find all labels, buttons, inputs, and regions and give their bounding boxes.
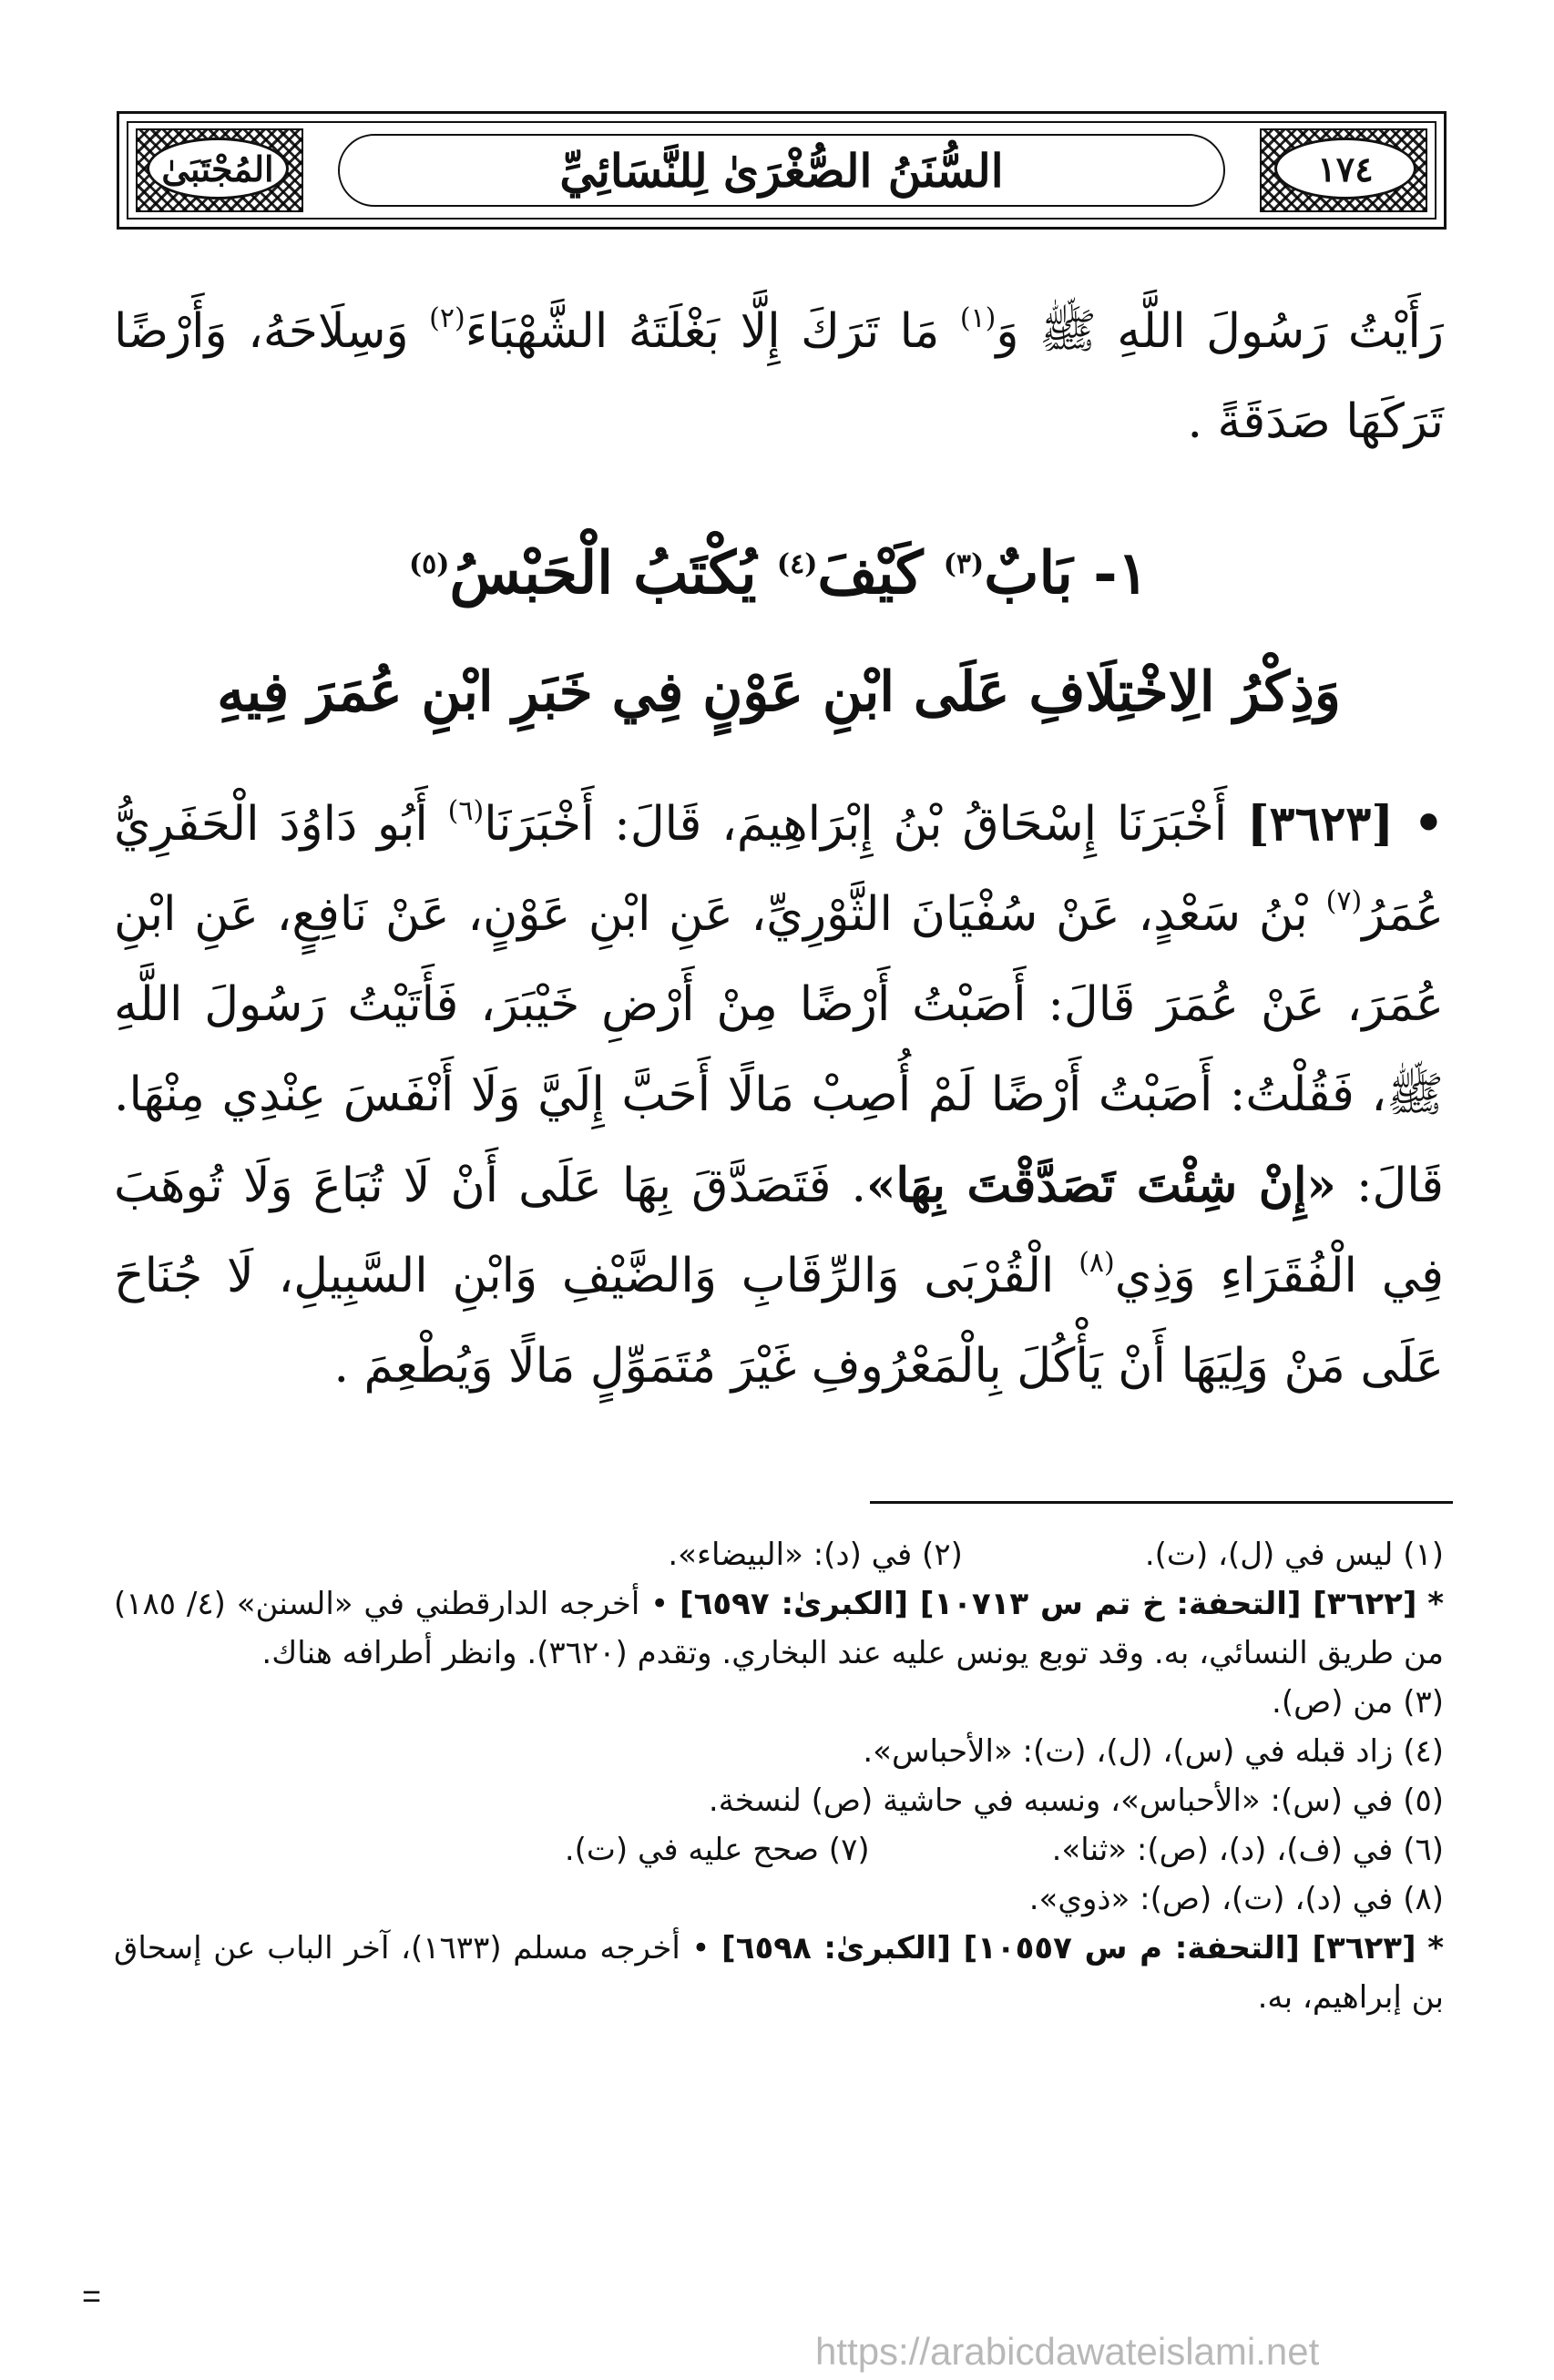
reference-3622 <box>114 1579 1444 1678</box>
footnote-6: (٦) في (ف)، (د)، (ص): «ثنا». <box>1051 1832 1444 1868</box>
hadith-text-4: . فَتَصَدَّقَ بِهَا عَلَى أَنْ لَا تُبَاعَ وَلَا تُوهَبَ فِي الْفُقَرَاءِ وَذِي <box>114 1159 1444 1303</box>
footnote-row-1-2 <box>114 1530 1444 1579</box>
hadith-bullet: • <box>1413 796 1445 852</box>
running-header <box>117 111 1447 230</box>
reference-star: * <box>1427 1586 1445 1622</box>
hadith-paragraph <box>114 779 1444 1412</box>
footnote-2: (٢) في (د): «البيضاء». <box>668 1537 963 1573</box>
series-badge: المُجْتَبَىٰ <box>147 138 289 199</box>
footnote-ref-2: (٢) <box>429 302 465 334</box>
footnote-ref-6: (٦) <box>447 795 485 827</box>
chapter-heading-a: ١- بَابٌ <box>984 539 1150 608</box>
footnote-divider <box>870 1501 1453 1504</box>
page-number: ١٧٤ <box>1274 138 1416 199</box>
footnote-3: (٣) من (ص). <box>1272 1684 1444 1721</box>
reference-3622-id: [٣٦٢٢] [التحفة: خ تم س ١٠٧١٣] [الكبرىٰ: ٦٥٩٧] <box>680 1586 1417 1622</box>
hadith-quote: «إِنْ شِئْتَ تَصَدَّقْتَ بِهَا» <box>866 1158 1336 1213</box>
intro-text-a: رَأَيْتُ رَسُولَ اللَّهِ ﷺ وَ <box>996 304 1444 359</box>
book-title: السُّنَنُ الصُّغْرَىٰ لِلنَّسَائِيِّ <box>338 134 1225 207</box>
footnote-4: (٤) زاد قبله في (س)، (ل)، (ت): «الأحباس». <box>863 1733 1444 1770</box>
footnote-ref-3: (٣) <box>943 548 985 580</box>
footnote-ref-8: (٨) <box>1079 1247 1115 1279</box>
footnote-ref-1: (١) <box>959 302 997 334</box>
intro-text-b: مَا تَرَكَ إِلَّا بَغْلَتَهُ الشَّهْبَاءَ <box>465 304 960 359</box>
footnote-row-6-7 <box>114 1825 1444 1874</box>
hadith-text-2: أَبُو دَاوُدَ الْحَفَرِيُّ عُمَرُ <box>114 797 1444 942</box>
hadith-text-5: الْقُرْبَى وَالرِّقَابِ وَالضَّيْفِ وَابْنِ السَّبِيلِ، لَا جُنَاحَ عَلَى مَنْ وَلِيَهَا أَنْ يَأْكُلَ بِالْمَعْرُوفِ غَيْرَ مُتَمَوِّلٍ مَالًا وَيُطْعِمَ . <box>114 1249 1444 1394</box>
margin-mark: = <box>82 2277 102 2314</box>
footnote-5: (٥) في (س): «الأحباس»، ونسبه في حاشية (ص) لنسخة. <box>708 1782 1444 1819</box>
hadith-text-3: بْنُ سَعْدٍ، عَنْ سُفْيَانَ الثَّوْرِيِّ، عَنِ ابْنِ عَوْنٍ، عَنْ نَافِعٍ، عَنِ ابْنِ عُمَرَ، عَنْ عُمَرَ قَالَ: أَصَبْتُ أَرْضًا مِنْ أَرْضِ خَيْبَرَ، فَأَتَيْتُ رَسُولَ اللَّهِ ﷺ، فَقُلْتُ: أَصَبْتُ أَرْضًا لَمْ أُصِبْ مَالًا أَحَبَّ إِلَيَّ وَلَا أَنْفَسَ عِنْدِي مِنْهَا. قَالَ: <box>114 887 1444 1213</box>
footnote-8: (٨) في (د)، (ت)، (ص): «ذوي». <box>1028 1881 1444 1917</box>
hadith-number: [٣٦٢٣] <box>1247 796 1394 852</box>
intro-text-c: وَسِلَاحَهُ، وَأَرْضًا تَرَكَهَا صَدَقَةً . <box>114 304 1444 449</box>
chapter-heading-b: كَيْفَ <box>817 539 944 608</box>
footnote-ref-5: (٥) <box>408 548 450 580</box>
footnote-7: (٧) صحح عليه في (ت). <box>564 1832 870 1868</box>
chapter-heading <box>114 528 1444 619</box>
footnote-ref-4: (٤) <box>776 548 818 580</box>
footnote-1: (١) ليس في (ل)، (ت). <box>1144 1537 1444 1573</box>
footnote-ref-7: (٧) <box>1325 885 1363 917</box>
intro-paragraph <box>114 287 1444 467</box>
reference-star: * <box>1427 1930 1445 1966</box>
reference-3623-id: [٣٦٢٣] [التحفة: م س ١٠٥٥٧] [الكبرىٰ: ٦٥٩٨] <box>721 1930 1416 1966</box>
chapter-heading-c: يُكْتَبُ الْحَبْسُ <box>449 539 777 608</box>
reference-3622-text: • أخرجه الدارقطني في «السنن» (٤/ ١٨٥) من طريق النسائي، به. وقد توبع يونس عليه عند البخاري. وتقدم (٣٦٢٠). وانظر أطرافه هناك. <box>114 1586 1444 1671</box>
reference-3623-text: • أخرجه مسلم (١٦٣٣)، آخر الباب عن إسحاق بن إبراهيم، به. <box>114 1930 1444 2016</box>
chapter-subheading: وَذِكْرُ الِاخْتِلَافِ عَلَى ابْنِ عَوْنٍ فِي خَبَرِ ابْنِ عُمَرَ فِيهِ <box>217 660 1341 724</box>
watermark-url: https://arabicdawateislami.net <box>815 2330 1320 2373</box>
hadith-text-1: أَخْبَرَنَا إِسْحَاقُ بْنُ إِبْرَاهِيمَ، قَالَ: أَخْبَرَنَا <box>484 797 1248 852</box>
footnotes <box>114 1530 1444 2022</box>
reference-3623 <box>114 1924 1444 2022</box>
